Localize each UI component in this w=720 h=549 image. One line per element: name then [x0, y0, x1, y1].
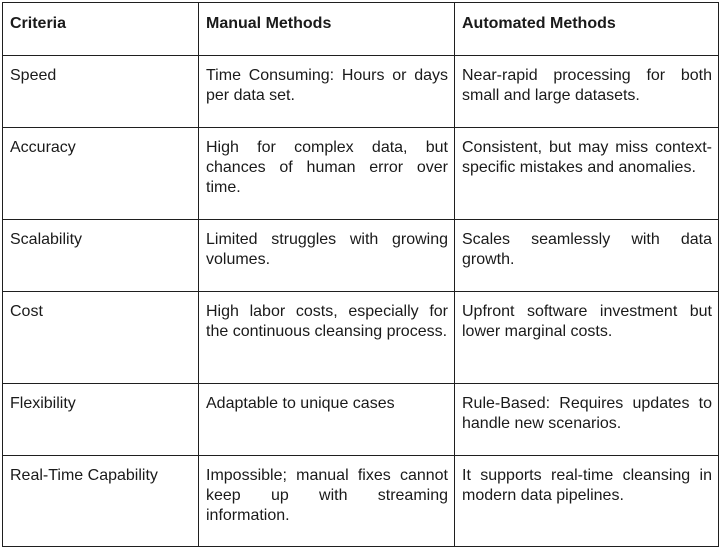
header-manual-methods: Manual Methods [199, 3, 455, 56]
cell-automated: Rule-Based: Requires updates to handle new scenarios. [455, 384, 719, 456]
comparison-table [2, 2, 719, 547]
cell-automated: It supports real-time cleansing in modern data pipelines. [455, 456, 719, 547]
cell-criteria: Flexibility [3, 384, 199, 456]
cell-automated: Near-rapid processing for both small and large datasets. [455, 56, 719, 128]
cell-manual: Impossible; manual fixes cannot keep up with streaming information. [199, 456, 455, 547]
cell-manual: Limited struggles with growing volumes. [199, 220, 455, 292]
header-criteria: Criteria [3, 3, 199, 56]
cell-criteria: Real-Time Capability [3, 456, 199, 547]
cell-criteria: Speed [3, 56, 199, 128]
table-row-real-time-capability [3, 456, 719, 547]
cell-manual: Adaptable to unique cases [199, 384, 455, 456]
cell-manual: High labor costs, especially for the continuous cleansing process. [199, 292, 455, 384]
comparison-table-container [2, 2, 719, 547]
table-row-accuracy [3, 128, 719, 220]
cell-manual: Time Consuming: Hours or days per data set. [199, 56, 455, 128]
cell-criteria: Cost [3, 292, 199, 384]
cell-criteria: Accuracy [3, 128, 199, 220]
table-row-scalability [3, 220, 719, 292]
table-header-row [3, 3, 719, 56]
cell-manual: High for complex data, but chances of human error over time. [199, 128, 455, 220]
cell-automated: Upfront software investment but lower marginal costs. [455, 292, 719, 384]
table-row-speed [3, 56, 719, 128]
table-row-cost [3, 292, 719, 384]
table-row-flexibility [3, 384, 719, 456]
cell-automated: Consistent, but may miss context-specific mistakes and anomalies. [455, 128, 719, 220]
cell-automated: Scales seamlessly with data growth. [455, 220, 719, 292]
cell-criteria: Scalability [3, 220, 199, 292]
header-automated-methods: Automated Methods [455, 3, 719, 56]
